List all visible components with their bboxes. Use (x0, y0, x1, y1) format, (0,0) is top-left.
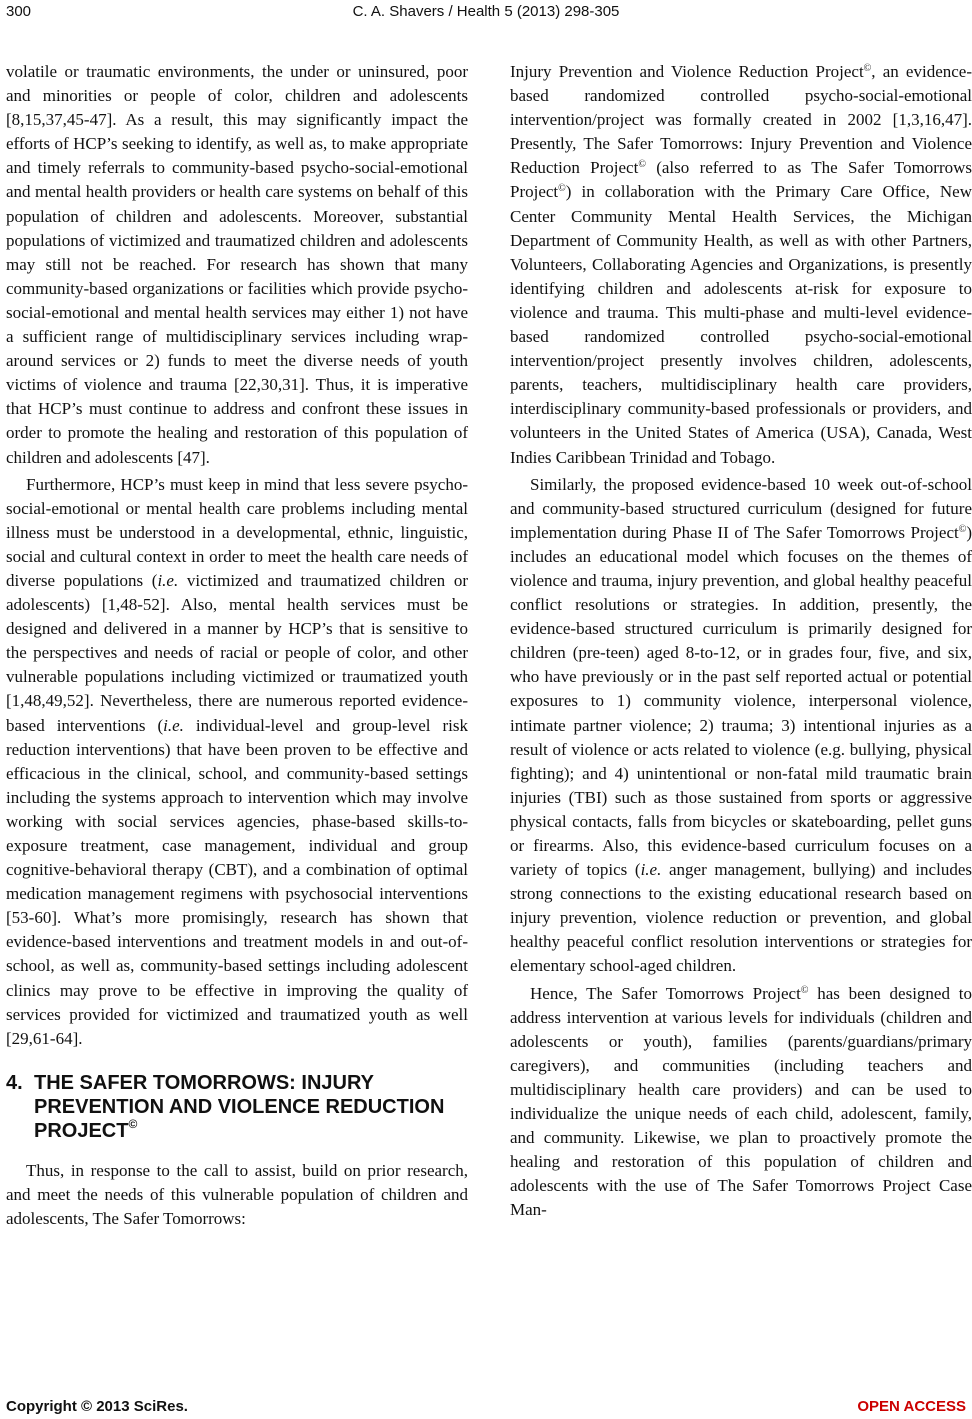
paragraph: Similarly, the proposed evidence-based 10 week out-of-school and community-based structured curriculum (designed for future implementation during Phase II of The Safer Tomorrows Project©) includes an educational model which focuses on the themes of violence and trauma, injury prevention, and global healthy peaceful conflict resolutions or strategies. In addition, presently, the evidence-based structured curriculum is primarily designed for children (pre-teen) aged 8-to-12, or in grades four, five, and six, who have previously or in the past self reported actual or potential exposures to 1) community violence, interpersonal violence, intimate partner violence; 2) trauma; 3) intentional injuries as a result of violence or acts related to violence (e.g. bullying, physical fighting); and 4) unintentional or non-fatal mild traumatic brain injuries (TBI) such as those sustained from sports or aggressive physical contacts, falls from bicycles or skateboarding, pellet guns or firearms. Also, this evidence-based curriculum focuses on a variety of topics (i.e. anger management, bullying) and includes strong connections to the existing educational research based on injury prevention, violence reduction or prevention, and global healthy peaceful conflict resolution interventions or strategies for elementary school-aged children. (510, 474, 972, 976)
open-access-label: OPEN ACCESS (857, 1398, 966, 1415)
copyright-mark: © (128, 1116, 138, 1131)
left-column (6, 60, 468, 1231)
copyright-mark: © (558, 183, 566, 195)
italic-ie: i.e. (640, 860, 662, 880)
italic-ie: i.e. (163, 715, 184, 735)
page-number: 300 (6, 3, 32, 20)
right-column (510, 60, 972, 1223)
section-number: 4. (6, 1071, 23, 1094)
copyright-mark: © (958, 523, 967, 535)
section-heading (6, 1071, 468, 1143)
italic-ie: i.e. (157, 570, 179, 590)
paragraph: Thus, in response to the call to assist, build on prior research, and meet the needs of this vulnerable population of children and adolescents, The Safer Tomorrows: (6, 1160, 468, 1229)
paragraph: Furthermore, HCP’s must keep in mind that less severe psycho-social-emotional or mental health care problems including mental illness must be understood in a developmental, ethnic, linguistic, social and cultural context in order to meet the health care needs of diverse populations (i.e. victimized and traumatized children or adolescents) [1,48-52]. Also, mental health services must be designed and delivered in a manner by HCP’s that is sensitive to the perspectives and needs of racial or people of color, and other vulnerable populations including victimized or traumatized youth [1,48,49,52]. Nevertheless, there are numerous reported evidence-based interventions (i.e. individual-level and group-level risk reduction interventions) that have been proven to be effective and efficacious in the clinical, school, and community-based settings including the systems approach to intervention which may involve working with social services agencies, phase-based skills-to-exposure treatment, case management, individual and group cognitive-behavioral therapy (CBT), and a combination of optimal medication management regimens with psychosocial interventions [53-60]. What’s more promisingly, research has shown that evidence-based interventions and treatment models in and out-of-school, as well as, community-based settings including adolescent clinics may prove to be effective in improving the quality of services provided for victimized and traumatized youth as well [29,61-64]. (6, 474, 468, 1048)
running-head: C. A. Shavers / Health 5 (2013) 298-305 (352, 3, 620, 20)
paragraph: Injury Prevention and Violence Reduction Project©, an evidence-based randomized controlled psycho-social-emotional intervention/project was formally created in 2002 [1,3,16,47]. Presently, The Safer Tomorrows: Injury Prevention and Violence Reduction Project© (also referred to as The Safer Tomorrows Project©) in collaboration with the Primary Care Office, New Center Community Mental Health Services, the Michigan Department of Community Health, as well as with other Partners, Volunteers, Collaborating Agencies and Organizations, is presently identifying children and adolescents at-risk for exposure to violence and trauma. This multi-phase and multi-level evidence-based randomized controlled psycho-social-emotional intervention/project presently involves children, adolescents, parents, teachers, multidisciplinary health care providers, interdisciplinary community-based professionals or providers, and volunteers in the United States of America (USA), Canada, West Indies Caribbean Trinidad and Tobago. (510, 62, 972, 467)
copyright-mark: © (800, 984, 809, 996)
section-title: THE SAFER TOMORROWS: INJURY PREVENTION AND VIOLENCE REDUCTION PROJECT (34, 1071, 445, 1142)
paragraph: Hence, The Safer Tomorrows Project© has been designed to address intervention at various levels for individuals (children and adolescents or youth), families (parents/guardians/primary caregivers), and communities (including teachers and multidisciplinary health care providers) and can be used to individualize the unique needs of each child, adolescent, family, and community. Likewise, we plan to proactively promote the healing and restoration of this population of children and adolescents with the use of The Safer Tomorrows Project Case Man- (510, 983, 972, 1220)
copyright-mark: © (638, 159, 646, 171)
copyright-mark: © (863, 63, 872, 74)
copyright-notice: Copyright © 2013 SciRes. (6, 1398, 188, 1415)
paragraph: volatile or traumatic environments, the under or uninsured, poor and minorities or people of color, children and adolescents [8,15,37,45-47]. As a result, this may significantly impact the efforts of HCP’s seeking to identify, as well as, to make appropriate and timely referrals to community-based psycho-social-emotional and mental health providers or health care systems on behalf of this population of children and adolescents. Moreover, substantial populations of victimized and traumatized children and adolescents may still not be reached. For research has shown that many community-based organizations or facilities which provide psycho-social-emotional and mental health services may either 1) not have a sufficient range of multidisciplinary services including wrap-around services or 2) funds to meet the diverse needs of youth victims of violence and trauma [22,30,31]. Thus, it is imperative that HCP’s must continue to address and confront these issues in order to promote the healing and restoration of this population of children and adolescents [47]. (6, 62, 468, 467)
